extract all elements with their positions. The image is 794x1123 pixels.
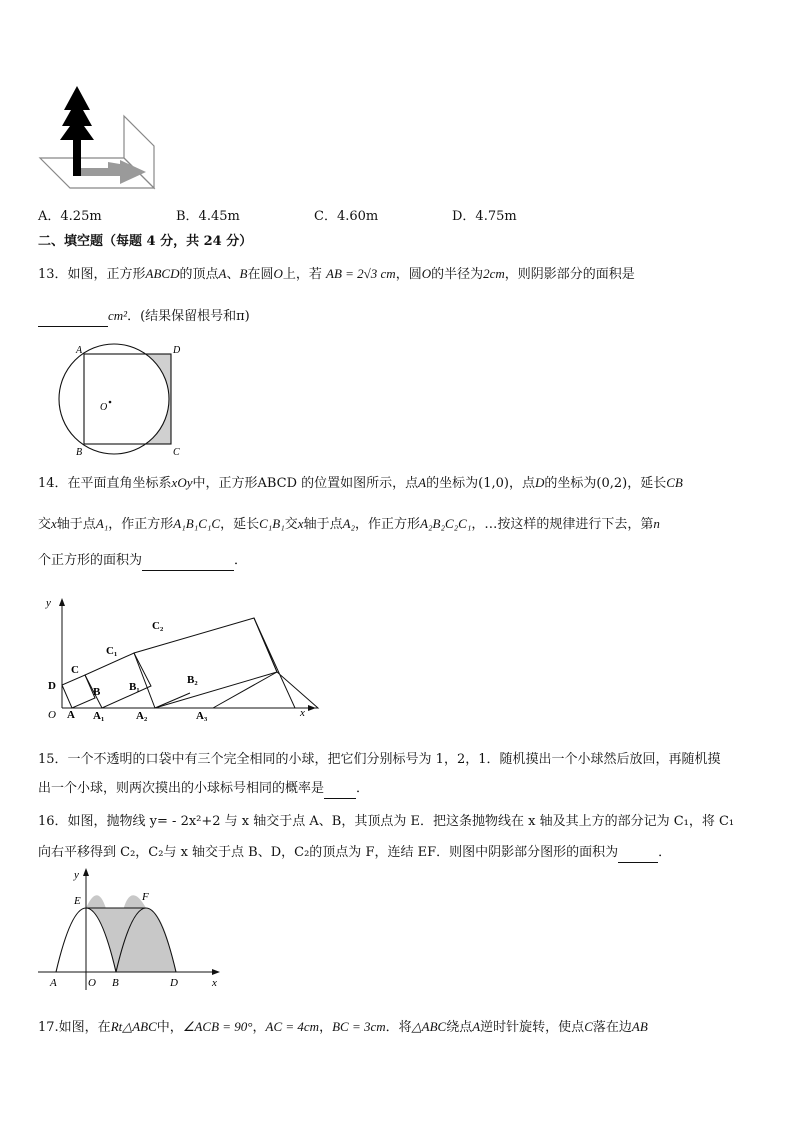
answer-blank-13[interactable] — [38, 308, 108, 327]
label-c: C — [173, 447, 180, 458]
label-b: B — [76, 447, 83, 458]
option-d: D．4.75m — [452, 209, 517, 224]
answer-blank-15[interactable] — [324, 780, 356, 799]
label-c1: C₁ — [106, 645, 118, 657]
question-15-line1: 15．一个不透明的口袋中有三个完全相同的小球，把它们分别标号为 1，2，1．随机摸出一个小球然后放回，再随机摸 — [38, 752, 721, 767]
label-y: y — [46, 597, 51, 609]
label-a3: A₃ — [196, 710, 208, 722]
label-b: B — [112, 977, 119, 989]
question-16-line1: 16．如图，抛物线 y= - 2x²+2 与 x 轴交于点 A、B，其顶点为 E．把这条抛物线在 x 轴及其上方的部分记为 C₁，将 C₁ — [38, 814, 735, 829]
label-b2: B₂ — [187, 674, 198, 686]
label-b1: B₁ — [129, 681, 140, 693]
circle-square-figure — [56, 342, 196, 460]
option-c: C．4.60m — [314, 209, 379, 224]
label-c2: C₂ — [152, 620, 164, 632]
question-13-line2: cm²．(结果保留根号和π) — [38, 307, 250, 327]
x-axis-arrow — [212, 969, 220, 975]
center-dot — [109, 401, 112, 404]
y-axis-arrow — [83, 868, 89, 876]
question-17-line1: 17.如图，在Rt△ABC中，∠ACB = 90°，AC = 4cm，BC = 3cm．将△ABC绕点A逆时针旋转，使点C落在边AB — [38, 1019, 648, 1035]
label-x: x — [300, 707, 305, 719]
square-1 — [85, 653, 151, 708]
label-a: A — [76, 345, 83, 356]
shade-main — [86, 908, 176, 972]
question-15-line2: 出一个小球，则两次摸出的小球标号相同的概率是 ． — [38, 780, 369, 799]
answer-blank-16[interactable] — [618, 844, 658, 863]
label-d: D — [170, 977, 178, 989]
wall-shadow-tip — [120, 160, 146, 184]
square-abcd — [62, 675, 95, 708]
section-heading: 二、填空题（每题 4 分，共 24 分） — [38, 234, 253, 249]
tree-shadow-figure — [36, 80, 158, 192]
parabola-figure — [36, 866, 224, 994]
label-d: D — [173, 345, 181, 356]
label-f: F — [142, 891, 149, 903]
squares-coordinate-figure — [36, 592, 326, 724]
circle-o — [59, 344, 169, 454]
label-x: x — [212, 977, 217, 989]
label-d: D — [48, 680, 56, 692]
ab-expression: AB = 2√3 cm — [326, 266, 396, 281]
label-b: B — [93, 686, 101, 698]
label-a: A — [67, 709, 75, 721]
question-14-line3: 个正方形的面积为 ． — [38, 552, 247, 571]
question-14-line2: 交x轴于点A₁，作正方形A₁B₁C₁C，延长C₁B₁交x轴于点A₂，作正方形A₂B₂C₂C₁，…按这样的规律进行下去，第n — [38, 516, 660, 532]
segment-a3-b3 — [213, 672, 277, 708]
label-a2: A₂ — [136, 710, 148, 722]
tree-crown — [60, 86, 94, 140]
question-14-line1: 14．在平面直角坐标系xOy中，正方形ABCD 的位置如图所示，点A的坐标为(1,0)，点D的坐标为(0,2)，延长CB — [38, 475, 683, 491]
label-c: C — [71, 664, 79, 676]
label-o: O — [88, 977, 96, 989]
label-a: A — [50, 977, 57, 989]
y-axis-arrow — [59, 598, 65, 606]
label-y: y — [74, 869, 79, 881]
square-3 — [254, 618, 318, 708]
label-e: E — [74, 895, 81, 907]
question-13-line1: 13．如图，正方形ABCD的顶点A、B在圆O上，若 AB = 2√3 cm，圆O的半径为2cm，则阴影部分的面积是 — [38, 266, 635, 282]
option-b: B．4.45m — [176, 209, 240, 224]
segment-a2-b2 — [155, 693, 190, 708]
answer-blank-14[interactable] — [142, 552, 234, 571]
label-o: O — [48, 709, 56, 721]
label-a1: A₁ — [93, 710, 105, 722]
label-o: O — [100, 402, 108, 413]
option-a: A．4.25m — [38, 209, 102, 224]
question-16-line2: 向右平移得到 C₂，C₂与 x 轴交于点 B、D，C₂的顶点为 F，连结 EF．则图中阴影部分图形的面积为 ． — [38, 844, 671, 863]
